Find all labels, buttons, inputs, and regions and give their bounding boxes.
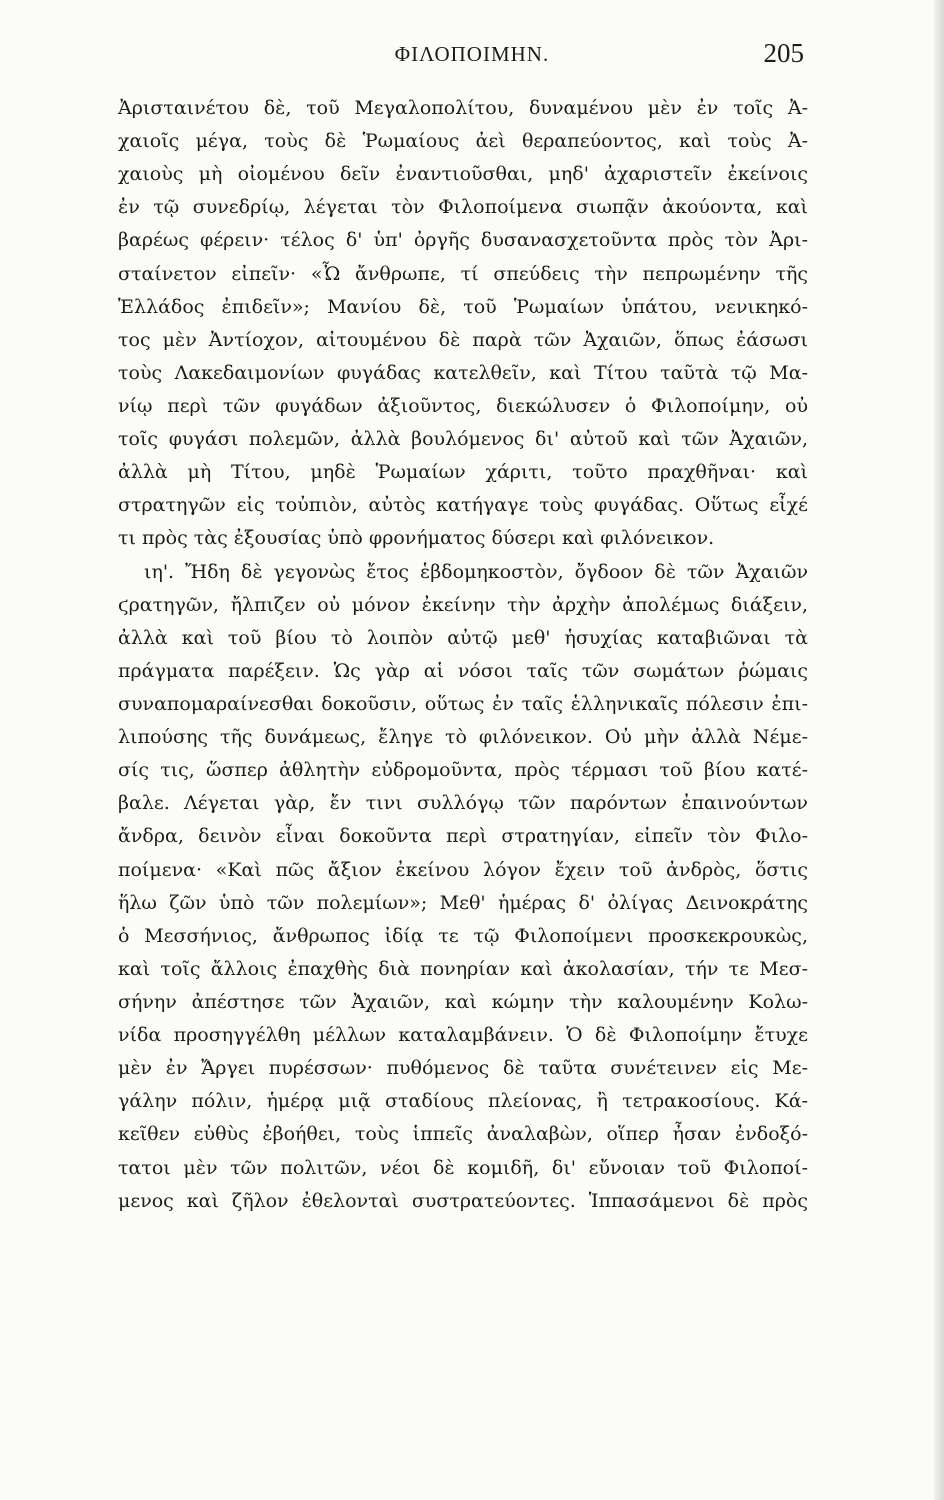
text-line: Ἀρισταινέτου δὲ, τοῦ Μεγαλοπολίτου, δυναμένου μὲν ἐν τοῖς Ἀ- <box>118 97 808 119</box>
text-line: σίς τις, ὥσπερ ἀθλητὴν εὐδρομοῦντα, πρὸς τέρμασι τοῦ βίου κατέ- <box>118 759 808 782</box>
section-start-line: ιη'. Ἤδη δὲ γεγονὼς ἔτος ἑβδομηκοστὸν, ὄγδοον δὲ τῶν Ἀχαιῶν <box>144 560 808 583</box>
text-line: βαρέως φέρειν· τέλος δ' ὑπ' ὀργῆς δυσανασχετοῦντα πρὸς τὸν Ἀρι- <box>118 229 808 252</box>
text-line: ἄνδρα, δεινὸν εἶναι δοκοῦντα περὶ στρατηγίαν, εἰπεῖν τὸν Φιλο- <box>118 825 808 848</box>
text-line: τι πρὸς τὰς ἐξουσίας ὑπὸ φρονήματος δύσερι καὶ φιλόνεικον. <box>118 527 715 550</box>
page-edge-shadow <box>934 0 944 1500</box>
text-line: κεῖθεν εὐθὺς ἐβοήθει, τοὺς ἱππεῖς ἀναλαβὼν, οἵπερ ἦσαν ἐνδοξό- <box>118 1123 808 1146</box>
text-line: ἐν τῷ συνεδρίῳ, λέγεται τὸν Φιλοποίμενα σιωπᾷν ἀκούοντα, καὶ <box>118 196 808 219</box>
page-number: 205 <box>763 38 804 68</box>
running-title: ΦΙΛΟΠΟΙΜΗΝ. <box>394 42 550 66</box>
text-line: ϛρατηγῶν, ἤλπιζεν οὐ μόνον ἐκείνην τὴν ἀρχὴν ἀπολέμως διάξειν, <box>118 593 808 616</box>
text-line: χαιοῖς μέγα, τοὺς δὲ Ῥωμαίους ἀεὶ θεραπεύοντος, καὶ τοὺς Ἀ- <box>118 130 808 153</box>
body-text <box>118 92 808 1218</box>
text-line: σταίνετον εἰπεῖν· «Ὦ ἄνθρωπε, τί σπεύδεις τὴν πεπρωμένην τῆς <box>118 262 808 285</box>
text-line: ἀλλὰ μὴ Τίτου, μηδὲ Ῥωμαίων χάριτι, τοῦτο πραχθῆναι· καὶ <box>118 461 808 484</box>
text-line: τος μὲν Ἀντίοχον, αἰτουμένου δὲ παρὰ τῶν Ἀχαιῶν, ὅπως ἐάσωσι <box>118 328 808 351</box>
text-line: γάλην πόλιν, ἡμέρᾳ μιᾷ σταδίους πλείονας, ἢ τετρακοσίους. Κά- <box>118 1090 808 1113</box>
text-line: βαλε. Λέγεται γὰρ, ἔν τινι συλλόγῳ τῶν παρόντων ἐπαινούντων <box>118 792 808 815</box>
text-line: ὁ Μεσσήνιος, ἄνθρωπος ἰδίᾳ τε τῷ Φιλοποίμενι προσκεκρουκὼς, <box>118 924 808 947</box>
text-line: λιπούσης τῆς δυνάμεως, ἔληγε τὸ φιλόνεικον. Οὐ μὴν ἀλλὰ Νέμε- <box>118 726 808 749</box>
text-line: μενος καὶ ζῆλον ἐθελονταὶ συστρατεύοντες. Ἱππασάμενοι δὲ πρὸς <box>118 1189 808 1212</box>
text-line: Ἑλλάδος ἐπιδεῖν»; Μανίου δὲ, τοῦ Ῥωμαίων ὑπάτου, νενικηκό- <box>118 295 808 318</box>
text-line: μὲν ἐν Ἄργει πυρέσσων· πυθόμενος δὲ ταῦτα συνέτεινεν εἰς Με- <box>118 1057 808 1080</box>
text-line: ἥλω ζῶν ὑπὸ τῶν πολεμίων»; Μεθ' ἡμέρας δ' ὀλίγας Δεινοκράτης <box>118 891 808 914</box>
text-line: τοῖς φυγάσι πολεμῶν, ἀλλὰ βουλόμενος δι' αὐτοῦ καὶ τῶν Ἀχαιῶν, <box>118 428 808 451</box>
text-line: νίῳ περὶ τῶν φυγάδων ἀξιοῦντος, διεκώλυσεν ὁ Φιλοποίμην, οὐ <box>118 394 808 417</box>
text-line: τοὺς Λακεδαιμονίων φυγάδας κατελθεῖν, καὶ Τίτου ταῦτὰ τῷ Μα- <box>118 361 808 384</box>
page-header <box>0 38 944 82</box>
text-line: καὶ τοῖς ἄλλοις ἐπαχθὴς διὰ πονηρίαν καὶ ἀκολασίαν, τήν τε Μεσ- <box>118 957 808 980</box>
text-line: πράγματα παρέξειν. Ὡς γὰρ αἱ νόσοι ταῖς τῶν σωμάτων ῥώμαις <box>118 659 808 682</box>
text-line: ποίμενα· «Καὶ πῶς ἄξιον ἐκείνου λόγον ἔχειν τοῦ ἀνδρὸς, ὅστις <box>118 858 808 881</box>
text-line: νίδα προσηγγέλθη μέλλων καταλαμβάνειν. Ὁ δὲ Φιλοποίμην ἔτυχε <box>118 1024 808 1047</box>
text-line: χαιοὺς μὴ οἰομένου δεῖν ἐναντιοῦσθαι, μηδ' ἀχαριστεῖν ἐκείνοις <box>118 163 808 186</box>
text-line: στρατηγῶν εἰς τοὐπιὸν, αὐτὸς κατήγαγε τοὺς φυγάδας. Οὕτως εἶχέ <box>118 494 808 517</box>
text-line: σήνην ἀπέστησε τῶν Ἀχαιῶν, καὶ κώμην τὴν καλουμένην Κολω- <box>118 990 808 1013</box>
text-line: ἀλλὰ καὶ τοῦ βίου τὸ λοιπὸν αὐτῷ μεθ' ἡσυχίας καταβιῶναι τὰ <box>118 626 808 649</box>
text-line: συναπομαραίνεσθαι δοκοῦσιν, οὕτως ἐν ταῖς ἑλληνικαῖς πόλεσιν ἐπι- <box>118 692 808 715</box>
text-line: τατοι μὲν τῶν πολιτῶν, νέοι δὲ κομιδῆ, δι' εὔνοιαν τοῦ Φιλοποί- <box>118 1156 808 1179</box>
